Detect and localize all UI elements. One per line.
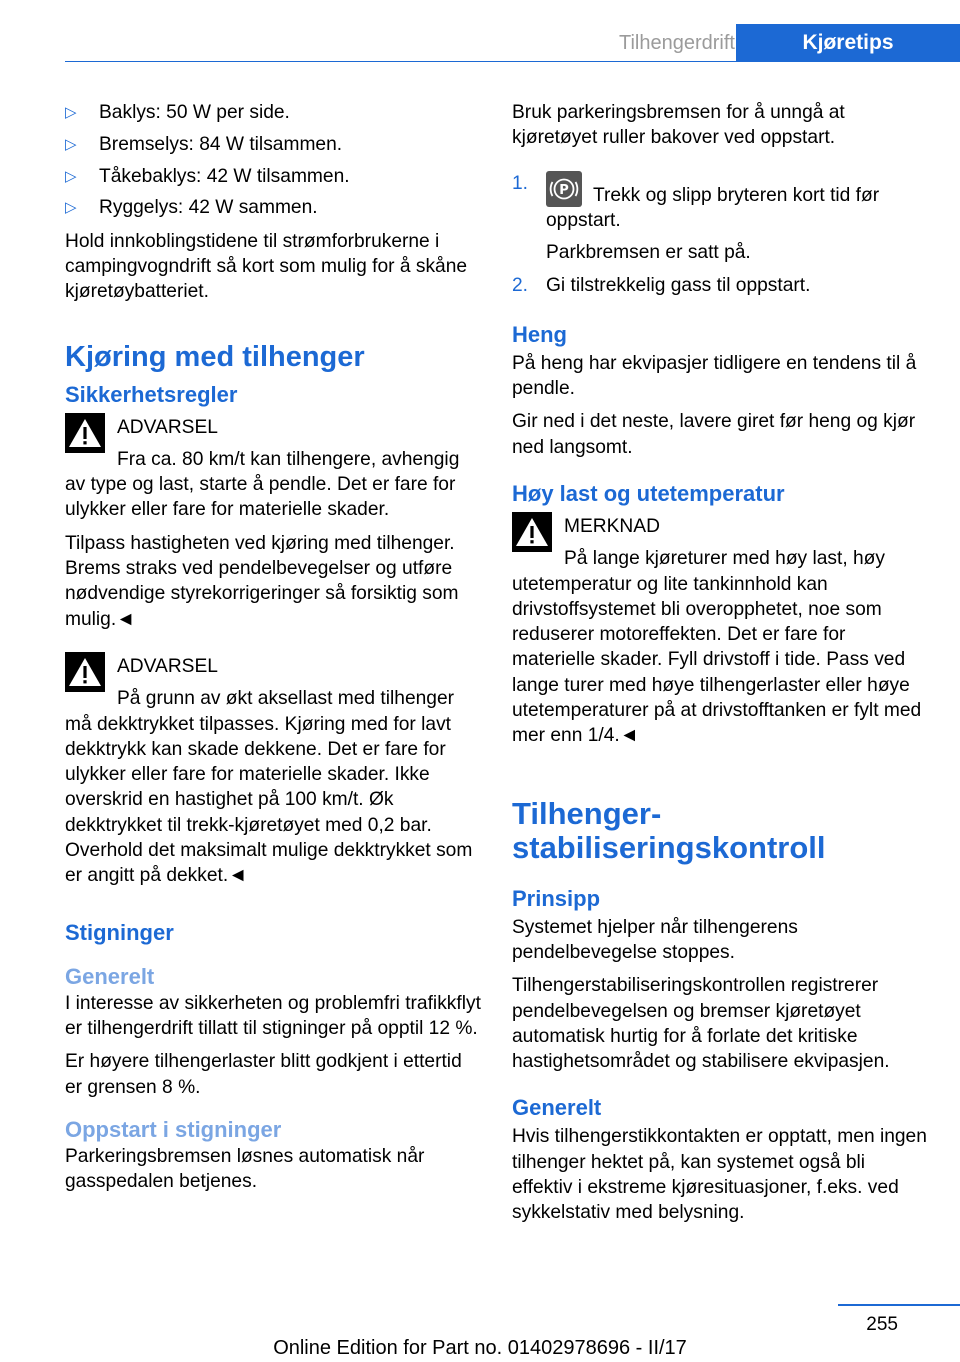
warning-title: ADVARSEL	[117, 416, 218, 438]
heading-general: Generelt	[512, 1095, 602, 1121]
list-item	[512, 273, 928, 298]
bulb-wattage-list	[65, 100, 481, 221]
step-result: Parkbremsen er satt på.	[546, 242, 751, 264]
list-item: ▷ Ryggelys: 42 W sammen.	[65, 195, 481, 220]
principle-paragraph-1: Systemet hjelper når tilhengerens pendelbevegelse stoppes.	[512, 916, 798, 963]
parking-brake-paragraph: Bruk parkeringsbremsen for å unngå at kjøretøyet ruller bakover ved oppstart.	[512, 102, 845, 149]
triangle-bullet-icon: ▷	[65, 104, 77, 121]
subheading-startup-incline: Oppstart i stigninger	[65, 1116, 282, 1142]
slope-paragraph-1: På heng har ekvipasjer tidligere en tendens til å pendle.	[512, 352, 917, 400]
note-text: På lange kjøreturer med høy last, høy utetemperatur og lite tankinnhold kan drivstoffsystemet bli overopphetet, noe som reduserer motoreffekten. Det er fare for materielle skader. Fyll drivstoff i tide. Pass ved lange turer med høye tilhengerlaster eller høye utetemperaturer på at drivstofftanken er fylt med mer enn 1/4.◄	[512, 548, 922, 747]
general-paragraph: Hvis tilhengerstikkontakten er opptatt, men ingen tilhenger hektet på, kan systemet også bli effektiv i ekstreme kjøresituasjoner, f.eks. ved sykkelstativ med belysning.	[512, 1126, 927, 1224]
warning-text-continued: Tilpass hastigheten ved kjøring med tilhenger. Brems straks ved pendelbevegelser og utføre nødvendige styrekorrigeringer så forsiktig som mulig.◄	[65, 532, 459, 630]
header-chapter-tab: Kjøretips	[736, 24, 960, 62]
triangle-bullet-icon: ▷	[65, 167, 77, 185]
heading-slope: Heng	[512, 321, 567, 347]
note-title: MERKNAD	[564, 515, 660, 537]
list-item: ▷ Baklys: 50 W per side.	[65, 100, 481, 125]
warning-triangle-icon	[512, 512, 552, 552]
heading-high-load-temperature: Høy last og utetemperatur	[512, 480, 785, 506]
warning-box-speed	[65, 415, 481, 632]
incline-paragraph-1: I interesse av sikkerheten og problemfri trafikkflyt er tilhengerdrift tillatt til stigninger på opptil 12 %.	[65, 992, 481, 1039]
startup-steps	[512, 171, 928, 299]
left-column	[65, 100, 481, 1202]
triangle-bullet-icon: ▷	[65, 199, 77, 217]
svg-text:P: P	[559, 182, 569, 198]
page-header	[0, 0, 960, 62]
heading-safety-rules: Sikkerhetsregler	[65, 381, 238, 407]
step-number: 1.	[512, 172, 529, 194]
list-item: ▷ Bremselys: 84 W tilsammen.	[65, 132, 481, 157]
heading-trailer-stabilisation: Tilhenger- stabiliseringskontroll	[512, 795, 826, 865]
right-column	[512, 100, 928, 1234]
list-item: ▷ Tåkebaklys: 42 W tilsammen.	[65, 164, 481, 189]
list-item	[512, 171, 928, 266]
warning-text: Fra ca. 80 km/t kan tilhengere, avhengig av type og last, starte å pendle. Det er fare for ulykker eller fare for materielle skader.	[65, 448, 460, 521]
header-rule	[65, 61, 960, 62]
header-section-title: Tilhengerdrift	[619, 32, 735, 54]
footer-rule	[838, 1304, 960, 1306]
subheading-general: Generelt	[65, 963, 155, 989]
battery-paragraph: Hold innkoblingstidene til strømforbrukerne i campingvogndrift så kort som mulig for å skåne kjøretøybatteriet.	[65, 230, 468, 303]
step-number: 2.	[512, 275, 529, 297]
step-text: Trekk og slipp bryteren kort tid før oppstart.	[546, 184, 880, 231]
step-text: Gi tilstrekkelig gass til oppstart.	[546, 275, 811, 297]
heading-towing: Kjøring med tilhenger	[65, 340, 365, 373]
principle-paragraph-2: Tilhengerstabiliseringskontrollen registrerer pendelbevegelsen og bremser kjøretøyet automatisk hurtig for å forlate det kritiske hastighetsområdet og stabilisere ekvipasjen.	[512, 975, 890, 1073]
warning-triangle-icon	[65, 652, 105, 692]
warning-box-tyre-pressure	[65, 654, 481, 889]
startup-paragraph: Parkeringsbremsen løsnes automatisk når gasspedalen betjenes.	[65, 1145, 425, 1193]
incline-paragraph-2: Er høyere tilhengerlaster blitt godkjent i ettertid er grensen 8 %.	[65, 1051, 462, 1098]
note-box-overheating	[512, 514, 928, 749]
heading-principle: Prinsipp	[512, 885, 601, 911]
parking-brake-icon	[546, 171, 582, 207]
page-number: 255	[866, 1314, 898, 1335]
edition-line: Online Edition for Part no. 01402978696 - II/17	[273, 1337, 687, 1359]
slope-paragraph-2: Gir ned i det neste, lavere giret før heng og kjør ned langsomt.	[512, 411, 916, 458]
warning-text: På grunn av økt aksellast med tilhenger må dekktrykket tilpasses. Kjøring med for lavt dekktrykk kan skade dekkene. Det er fare for ulykker eller fare for materielle skader. Ikke overskrid en hastighet på 100 km/t. Øk dekktrykket til trekk-kjøretøyet med 0,2 bar. Overhold det maksimalt mulige dekktrykket som er angitt på dekket.◄	[65, 688, 473, 887]
warning-triangle-icon	[65, 413, 105, 453]
heading-inclines: Stigninger	[65, 919, 174, 945]
warning-title: ADVARSEL	[117, 655, 218, 677]
triangle-bullet-icon: ▷	[65, 135, 77, 153]
